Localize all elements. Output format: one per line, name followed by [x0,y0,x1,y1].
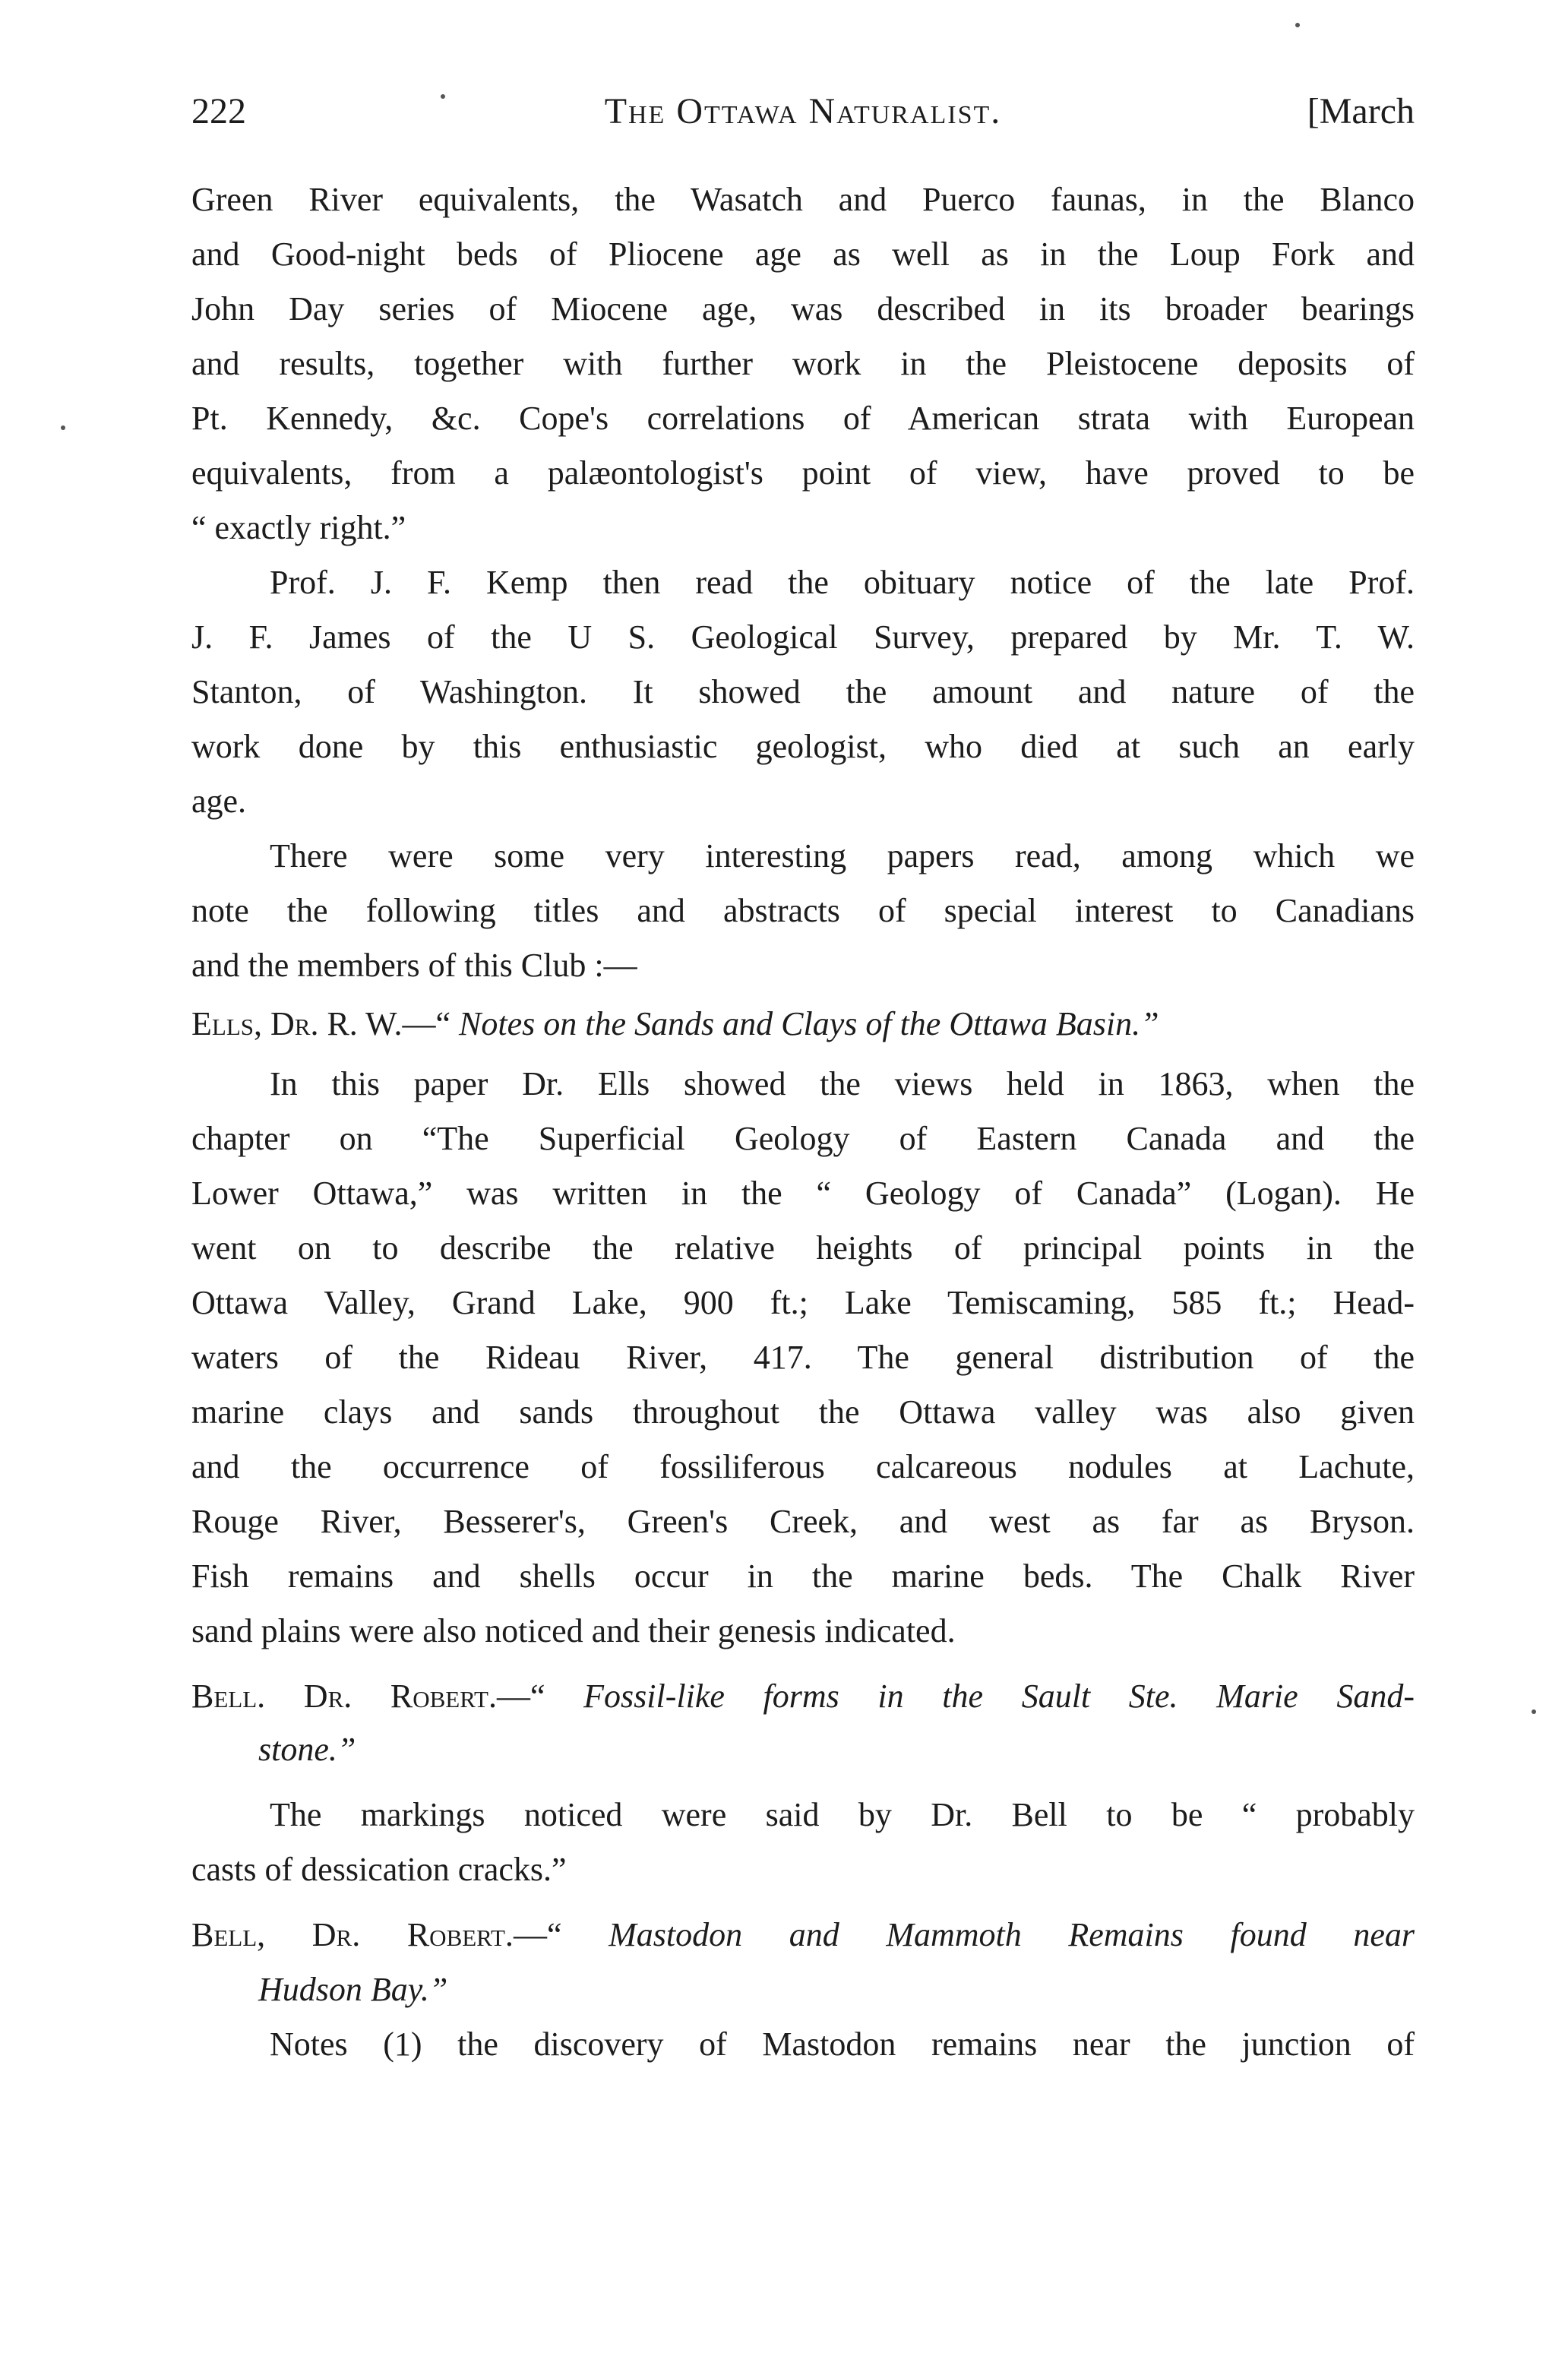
text-line: waters of the Rideau River, 417. The general distribution of the [191,1339,1415,1376]
entry-title-continued: stone.” [258,1731,356,1768]
text-line: The markings noticed were said by Dr. Bell to be “ probably [270,1796,1415,1833]
entry-title: Fossil-like forms in the Sault Ste. Marie Sand- [583,1678,1415,1715]
paper-entry-bell-mastodon [191,1909,1415,1962]
scan-speck [1532,1709,1536,1714]
text-line: Fish remains and shells occur in the marine beds. The Chalk River [191,1557,1415,1595]
entry-separator: —“ [497,1678,584,1715]
text-line: Notes (1) the discovery of Mastodon remains near the junction of [270,2026,1415,2063]
text-line: marine clays and sands throughout the Ottawa valley was also given [191,1393,1415,1431]
text-line: chapter on “The Superficial Geology of Eastern Canada and the [191,1120,1415,1157]
running-title: The Ottawa Naturalist. [604,91,1002,131]
text-line: equivalents, from a palæontologist's point of view, have proved to be [191,454,1415,492]
entry-title: Notes on the Sands and Clays of the Ottawa Basin.” [459,1005,1159,1042]
text-line: Prof. J. F. Kemp then read the obituary notice of the late Prof. [270,564,1415,601]
entry-author: Bell, Dr. Robert. [191,1916,514,1953]
scan-speck [441,94,445,99]
entry-separator: —“ [402,1005,460,1042]
text-line: and the occurrence of fossiliferous calcareous nodules at Lachute, [191,1448,1415,1485]
text-line: work done by this enthusiastic geologist, who died at such an early [191,728,1415,765]
entry-title: Mastodon and Mammoth Remains found near [609,1916,1415,1953]
text-line: casts of dessication cracks.” [191,1851,567,1888]
text-line: sand plains were also noticed and their genesis indicated. [191,1612,956,1649]
text-line: and the members of this Club :— [191,947,637,984]
text-line: and Good-night beds of Pliocene age as well as in the Loup Fork and [191,236,1415,273]
text-line: Stanton, of Washington. It showed the amount and nature of the [191,673,1415,710]
text-line: J. F. James of the U S. Geological Survey, prepared by Mr. T. W. [191,618,1415,656]
issue-month: [March [1307,91,1415,131]
text-line: John Day series of Miocene age, was described in its broader bearings [191,290,1415,327]
entry-title-continued: Hudson Bay.” [258,1971,448,2008]
scan-speck [61,425,65,430]
text-line: went on to describe the relative heights of principal points in the [191,1229,1415,1267]
entry-author: Bell. Dr. Robert. [191,1678,497,1715]
text-line: note the following titles and abstracts of special interest to Canadians [191,892,1415,929]
text-line: Green River equivalents, the Wasatch and Puerco faunas, in the Blanco [191,181,1415,218]
entry-separator: —“ [513,1916,609,1953]
text-line: “ exactly right.” [191,509,406,546]
text-line: In this paper Dr. Ells showed the views held in 1863, when the [270,1065,1415,1102]
text-line: Pt. Kennedy, &c. Cope's correlations of American strata with European [191,400,1415,437]
entry-author: Ells, Dr. R. W. [191,1005,403,1042]
page-header [191,85,1415,138]
text-line: Lower Ottawa,” was written in the “ Geology of Canada” (Logan). He [191,1175,1415,1212]
text-line: and results, together with further work in the Pleistocene deposits of [191,345,1415,382]
text-line: Ottawa Valley, Grand Lake, 900 ft.; Lake Temiscaming, 585 ft.; Head- [191,1284,1415,1321]
scan-speck [1295,23,1300,27]
text-line: There were some very interesting papers read, among which we [270,837,1415,874]
page-number: 222 [191,91,246,131]
paper-entry-bell-fossil [191,1670,1415,1723]
paper-entry-ells [191,998,1415,1051]
text-line: age. [191,783,247,820]
text-line: Rouge River, Besserer's, Green's Creek, and west as far as Bryson. [191,1503,1415,1540]
